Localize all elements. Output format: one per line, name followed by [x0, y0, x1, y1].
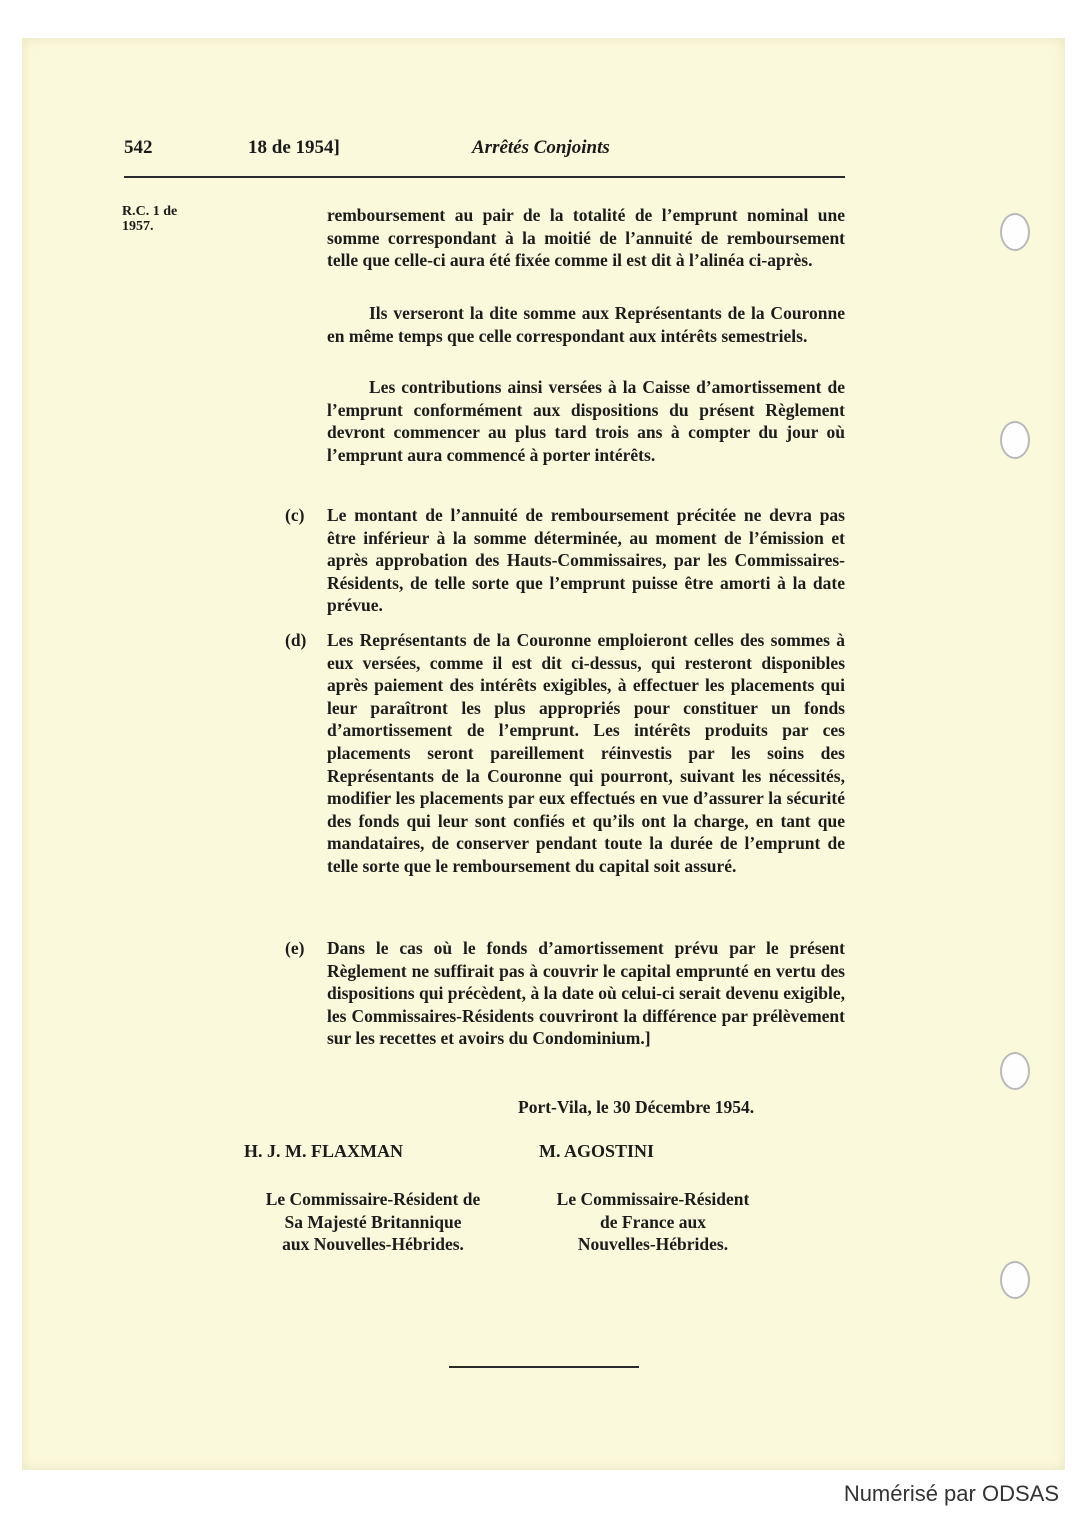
header-rule — [124, 176, 845, 178]
signatory-left-name: H. J. M. FLAXMAN — [244, 1141, 403, 1161]
paragraph-1: remboursement au pair de la totalité de l’emprunt nominal une somme correspondant à la moitié de l’annuité de remboursement telle que celle-ci aura été fixée comme il est dit à l’alinéa ci-après. — [327, 205, 845, 271]
punch-hole-icon — [1000, 213, 1030, 251]
year-reference: 18 de 1954] — [248, 137, 340, 158]
signatory-right-title-line3: Nouvelles-Hébrides. — [577, 1234, 729, 1255]
item-e-label: (e) — [285, 938, 305, 958]
margin-note-line1: R.C. 1 de — [122, 204, 178, 219]
signatory-right-title-line1: Le Commissaire-Résident — [556, 1189, 750, 1209]
paragraph-2: Ils verseront la dite somme aux Représentants de la Couronne en même temps que celle correspondant aux intérêts semestriels. — [327, 303, 845, 346]
signatory-right-title-line2: de France aux — [600, 1211, 706, 1232]
page-number: 542 — [124, 137, 153, 158]
punch-hole-icon — [1000, 421, 1030, 459]
signatory-right-name: M. AGOSTINI — [539, 1141, 655, 1161]
margin-note — [122, 204, 212, 234]
punch-hole-icon — [1000, 1052, 1030, 1090]
item-e-text: Dans le cas où le fonds d’amortissement prévu par le présent Règlement ne suffirait pas à couvrir le capital emprunté en vertu des dispositions qui précèdent, à la date où celui-ci serait devenu exigible, les Commissaires-Résidents couvriront la différence par prélèvement sur les recettes et avoirs du Condominium.] — [327, 938, 845, 1049]
signatory-left-title — [244, 1188, 502, 1256]
item-c-text: Le montant de l’annuité de remboursement précitée ne devra pas être inférieur à la somme déterminée, au moment de l’émission et après approbation des Hauts-Commissaires, par les Commissaires-Résidents, de telle sorte que l’emprunt puisse être amorti à la date prévue. — [327, 505, 845, 616]
signatory-left-title-line3: aux Nouvelles-Hébrides. — [282, 1234, 464, 1255]
running-title: Arrêtés Conjoints — [472, 137, 610, 158]
item-c-label: (c) — [285, 505, 305, 525]
margin-note-line2: 1957. — [122, 219, 154, 234]
digitization-credit: Numérisé par ODSAS — [843, 1481, 1059, 1506]
item-d-label: (d) — [285, 630, 307, 650]
signatory-right-title — [537, 1188, 769, 1256]
place-and-date: Port-Vila, le 30 Décembre 1954. — [518, 1097, 755, 1117]
item-d-text: Les Représentants de la Couronne emploieront celles des sommes à eux versées, comme il est dit ci-dessus, qui resteront disponibles après paiement des intérêts exigibles, à effectuer les placements qui leur paraîtront les plus appropriés pour constituer un fonds d’amortissement de l’emprunt. Les intérêts produits par ces placements seront pareillement réinvestis par les soins des Représentants de la Couronne qui pourront, suivant les nécessités, modifier les placements par eux effectués en vue d’assurer la sécurité des fonds qui leur sont confiés et qu’ils ont la charge, en tant que mandataires, de conserver pendant toute la durée de l’emprunt de telle sorte que le remboursement du capital soit assuré. — [327, 630, 845, 876]
punch-hole-icon — [1000, 1261, 1030, 1299]
paragraph-3: Les contributions ainsi versées à la Caisse d’amortissement de l’emprunt conformément aux dispositions du présent Règlement devront commencer au plus tard trois ans à compter du jour où l’emprunt aura commencé à porter intérêts. — [327, 377, 845, 465]
signatory-left-title-line2: Sa Majesté Britannique — [284, 1211, 462, 1232]
signatory-left-title-line1: Le Commissaire-Résident de — [265, 1189, 481, 1209]
closing-rule — [449, 1366, 639, 1368]
